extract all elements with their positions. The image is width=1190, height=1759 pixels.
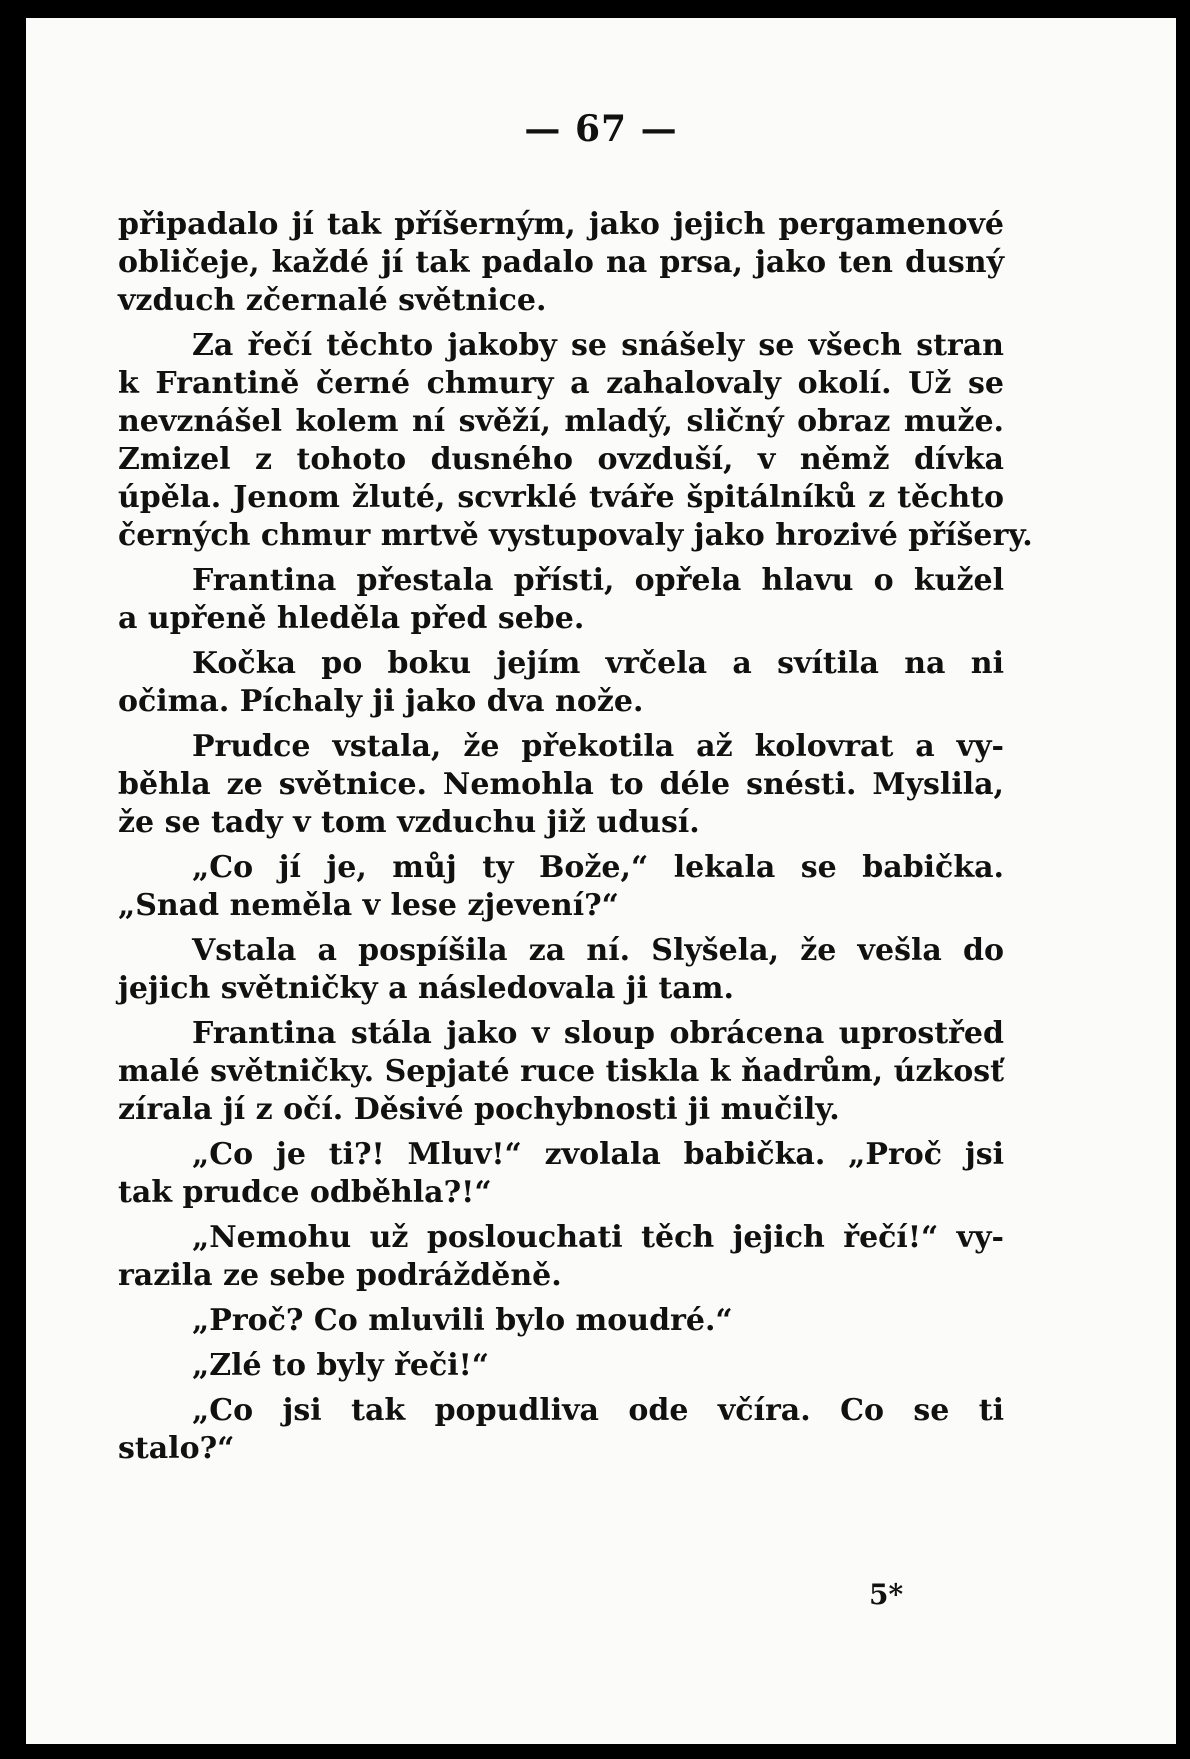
page-number: — 67 — [524,108,678,150]
paragraph [118,327,1033,555]
paragraph [118,645,1004,721]
text-line: stalo?“ [118,1431,235,1466]
paragraph [118,849,1004,925]
text-line: očima. Píchaly ji jako dva nože. [118,684,644,719]
text-line: že se tady v tom vzduchu již udusí. [118,805,700,840]
paragraph [118,206,1004,320]
text-line: nevznášel kolem ní svěží, mladý, sličný obraz muže. [118,404,1004,439]
text-line: Za řečí těchto jakoby se snášely se všech stran [192,328,1004,363]
paragraph [118,1136,1004,1212]
text-line: obličeje, každé jí tak padalo na prsa, jako ten dusný [118,245,1004,280]
text-line: a upřeně hleděla před sebe. [118,601,585,636]
paragraph [118,728,1004,842]
text-line: tak prudce odběhla?!“ [118,1175,492,1210]
text-line: vzduch zčernalé světnice. [118,283,547,318]
text-line: „Co jsi tak popudliva ode včíra. Co se ti [192,1393,1004,1428]
text-line: malé světničky. Sepjaté ruce tiskla k ňadrům, úzkosť [118,1054,1004,1089]
text-line: „Proč? Co mluvili bylo moudré.“ [192,1303,733,1338]
text-line: Frantina stála jako v sloup obrácena uprostřed [192,1016,1004,1051]
paragraph [118,562,1004,638]
text-line: „Nemohu už poslouchati těch jejich řečí!“ vy- [192,1220,1004,1255]
paragraph [118,1302,1004,1340]
text-line: úpěla. Jenom žluté, scvrklé tváře špitálníků z těchto [118,480,1004,515]
text-line: Vstala a pospíšila za ní. Slyšela, že vešla do [192,933,1004,968]
paragraph [118,1392,1004,1468]
text-line: razila ze sebe podrážděně. [118,1258,562,1293]
paragraph [118,932,1004,1008]
text-line: Prudce vstala, že překotila až kolovrat a vy- [192,729,1004,764]
text-line: Kočka po boku jejím vrčela a svítila na ni [192,646,1004,681]
text-line: Zmizel z tohoto dusného ovzduší, v němž dívka [118,442,1004,477]
text-line: Frantina přestala přísti, opřela hlavu o kužel [192,563,1004,598]
printer-signature-mark: 5* [869,1578,904,1611]
body-text [118,206,1033,1475]
text-line: „Zlé to byly řeči!“ [192,1348,490,1383]
paragraph [118,1219,1004,1295]
text-line: běhla ze světnice. Nemohla to déle snésti. Myslila, [118,767,1004,802]
text-line: jejich světničky a následovala ji tam. [118,971,734,1006]
book-page [26,18,1176,1744]
paragraph [118,1347,1004,1385]
text-line: černých chmur mrtvě vystupovaly jako hrozivé příšery. [118,518,1033,553]
text-line: „Co je ti?! Mluv!“ zvolala babička. „Proč jsi [192,1137,1004,1172]
text-line: k Frantině černé chmury a zahalovaly okolí. Už se [118,366,1004,401]
paragraph [118,1015,1004,1129]
text-line: připadalo jí tak příšerným, jako jejich pergamenové [118,207,1004,242]
text-line: „Co jí je, můj ty Bože,“ lekala se babička. [192,850,1004,885]
text-line: „Snad neměla v lese zjevení?“ [118,888,619,923]
text-line: zírala jí z očí. Děsivé pochybnosti ji mučily. [118,1092,840,1127]
